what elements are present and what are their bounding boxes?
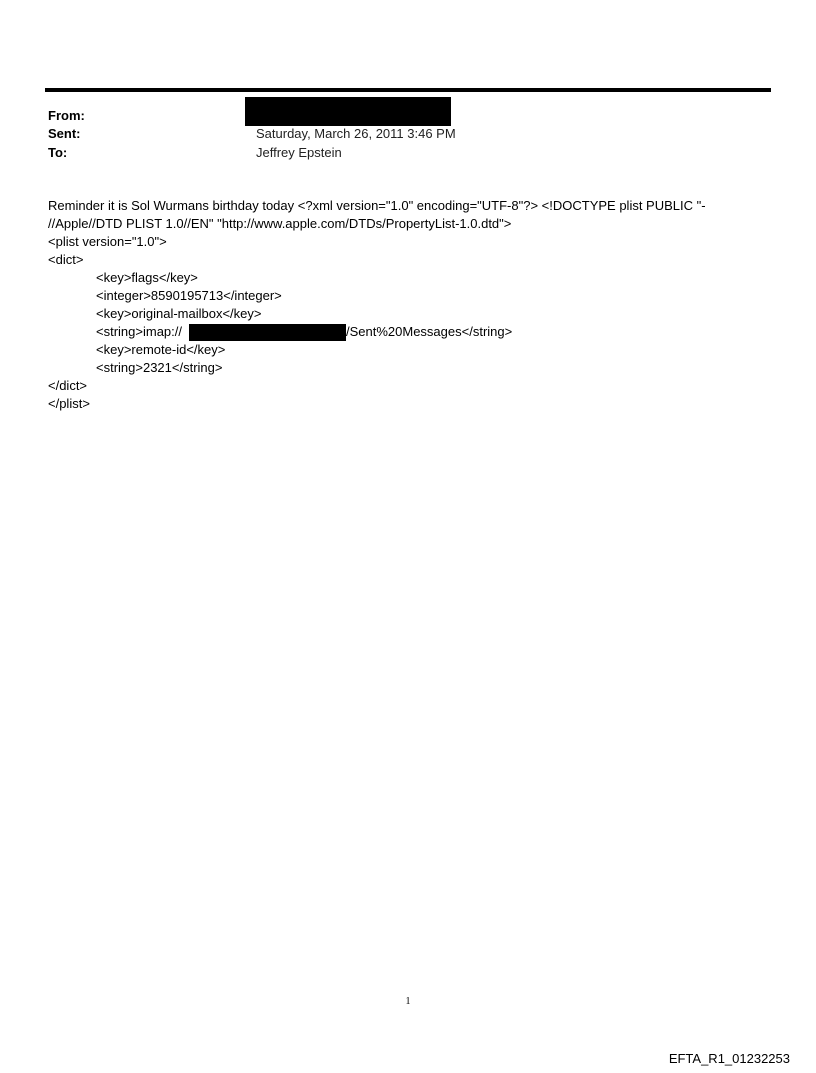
body-line-1: Reminder it is Sol Wurmans birthday today <?xml version="1.0" encoding="UTF-8"?> <!DOCTYPE plist PUBLIC "- — [48, 198, 706, 213]
page-number: 1 — [405, 996, 411, 1007]
from-redaction — [245, 97, 451, 126]
imap-redaction — [189, 324, 346, 341]
body-line-2: //Apple//DTD PLIST 1.0//EN" "http://www.apple.com/DTDs/PropertyList-1.0.dtd"> — [48, 216, 512, 231]
body-line-12: </plist> — [48, 396, 90, 411]
body-line-9: <key>remote-id</key> — [96, 342, 226, 357]
body-line-8-prefix: <string>imap:// — [96, 324, 182, 339]
header-rule — [45, 88, 771, 92]
to-label: To: — [48, 145, 68, 160]
sent-value: Saturday, March 26, 2011 3:46 PM — [256, 126, 456, 141]
body-line-6: <integer>8590195713</integer> — [96, 288, 282, 303]
body-line-3: <plist version="1.0"> — [48, 234, 167, 249]
to-value: Jeffrey Epstein — [256, 145, 342, 160]
body-line-5: <key>flags</key> — [96, 270, 198, 285]
body-line-11: </dict> — [48, 378, 88, 393]
bates-number: EFTA_R1_01232253 — [668, 1051, 790, 1066]
from-label: From: — [48, 108, 85, 123]
sent-label: Sent: — [48, 126, 81, 141]
body-line-4: <dict> — [48, 252, 84, 267]
body-line-7: <key>original-mailbox</key> — [96, 306, 262, 321]
body-line-8-suffix: /Sent%20Messages</string> — [346, 324, 513, 339]
body-line-10: <string>2321</string> — [96, 360, 223, 375]
